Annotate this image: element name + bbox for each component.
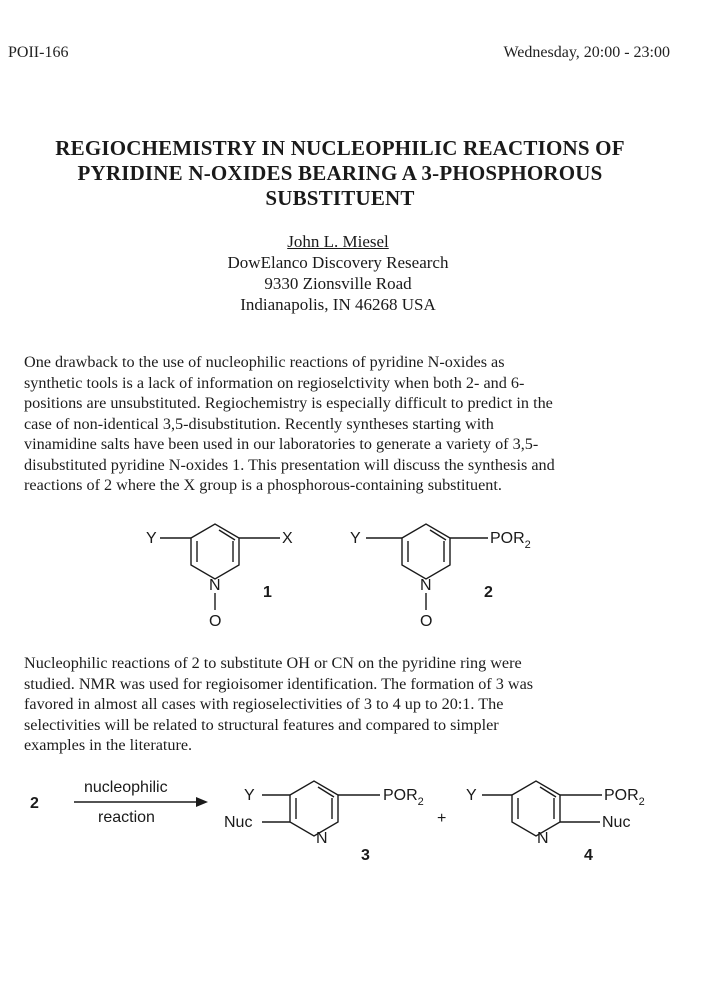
text-line: synthetic tools is a lack of information on regioselctivity when both 2- and 6- <box>24 373 525 392</box>
text-line: Nucleophilic reactions of 2 to substitute OH or CN on the pyridine ring were <box>24 654 522 672</box>
author-street: 9330 Zionsville Road <box>264 274 412 293</box>
author-name: John L. Miesel <box>287 232 389 251</box>
text-line: reactions of 2 where the X group is a phosphorous-containing substituent. <box>24 476 502 494</box>
nitrogen-label: N <box>420 577 432 594</box>
abstract-paragraph-1 <box>24 352 664 496</box>
text-line: disubstituted pyridine N-oxides 1. This presentation will discuss the synthesis and <box>24 455 555 474</box>
compound-number: 3 <box>361 847 370 864</box>
text-line: favored in almost all cases with regioselectivities of 3 to 4 up to 20:1. The <box>24 695 504 713</box>
y-label: Y <box>146 530 157 547</box>
nitrogen-label: N <box>316 830 328 847</box>
title-line: SUBSTITUENT <box>265 186 415 210</box>
text-line: vinamidine salts have been used in our laboratories to generate a variety of 3,5- <box>24 435 539 453</box>
por2-label: $POR_2$ <box>383 787 424 808</box>
scheme-pyridine-n-oxides <box>0 510 704 635</box>
text-line: One drawback to the use of nucleophilic reactions of pyridine N-oxides as <box>24 353 505 371</box>
y-label: Y <box>466 787 477 804</box>
y-label: Y <box>244 787 255 804</box>
compound-number: 4 <box>584 847 593 864</box>
title-line: REGIOCHEMISTRY IN NUCLEOPHILIC REACTIONS OF <box>55 136 625 160</box>
arrow-head <box>196 797 208 807</box>
text-line: examples in the literature. <box>24 736 193 754</box>
ring-bonds <box>512 781 560 836</box>
arrow-label-bottom: reaction <box>98 809 155 826</box>
ring-bonds <box>191 524 239 579</box>
compound-4-structure <box>466 781 645 864</box>
por2-label: $POR_2$ <box>490 530 531 551</box>
session-time: Wednesday, 20:00 - 23:00 <box>503 44 670 61</box>
abstract-paragraph-2 <box>24 653 664 756</box>
compound-number: 1 <box>263 584 272 601</box>
starting-compound-number: 2 <box>30 795 39 812</box>
por2-label: $POR_2$ <box>604 787 645 808</box>
paper-title <box>20 136 660 211</box>
nuc-label: Nuc <box>224 814 253 831</box>
plus-sign: + <box>437 810 447 827</box>
text-line: case of non-identical 3,5-disubstitution. Recently syntheses starting with <box>24 414 494 433</box>
text-line: studied. NMR was used for regioisomer identification. The formation of 3 was <box>24 674 534 693</box>
x-label: X <box>282 530 293 547</box>
compound-number: 2 <box>484 584 493 601</box>
oxygen-label: O <box>420 613 433 630</box>
text-line: positions are unsubstituted. Regiochemistry is especially difficult to predict in the <box>24 394 553 412</box>
nitrogen-label: N <box>209 577 221 594</box>
poster-code: POII-166 <box>8 44 69 61</box>
compound-3-structure <box>224 781 424 864</box>
y-label: Y <box>350 530 361 547</box>
ring-bonds <box>290 781 338 836</box>
title-line: PYRIDINE N-OXIDES BEARING A 3-PHOSPHOROUS <box>77 161 603 185</box>
text-line: selectivities will be related to structural features and compared to simpler <box>24 715 499 734</box>
nuc-label: Nuc <box>602 814 631 831</box>
compound-1-structure <box>146 524 293 630</box>
author-city: Indianapolis, IN 46268 USA <box>240 295 436 314</box>
author-organization: DowElanco Discovery Research <box>227 253 449 272</box>
ring-bonds <box>402 524 450 579</box>
author-block <box>0 231 676 315</box>
reaction-arrow <box>74 779 208 826</box>
compound-2-structure <box>350 524 531 630</box>
nitrogen-label: N <box>537 830 549 847</box>
scheme-nucleophilic-reaction <box>0 768 704 878</box>
oxygen-label: O <box>209 613 222 630</box>
arrow-label-top: nucleophilic <box>84 779 168 796</box>
